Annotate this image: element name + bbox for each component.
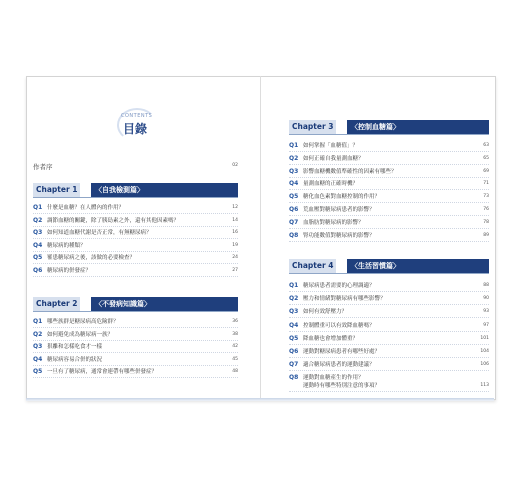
question-title-line2: 運動時有哪些特別注意的事項？ [303, 383, 381, 390]
toc-entry[interactable] [289, 231, 489, 242]
question-title: 荒血壓對糖尿病患者的影響？ [303, 207, 375, 213]
toc-entry[interactable] [289, 373, 489, 392]
question-title: 血脂肪對糖尿病的影響？ [303, 219, 364, 226]
page-number: 16 [232, 230, 238, 235]
page-number: 76 [483, 207, 489, 212]
question-title: 壓力和情緒對糖尿病有哪些影響？ [303, 296, 386, 303]
toc-entry[interactable] [289, 307, 489, 318]
question-number: Q8 [289, 374, 299, 382]
page-number: 38 [232, 331, 238, 337]
question-title: 適合糖尿病患者的運動建議？ [303, 362, 375, 369]
page-number: 71 [483, 181, 489, 187]
question-title: 糖化血色素對血糖控制的作用？ [303, 194, 381, 201]
page-number: 69 [483, 168, 489, 174]
question-title: 如何有效舒壓力？ [303, 309, 348, 316]
question-number: Q5 [33, 368, 43, 375]
toc-entry[interactable] [33, 330, 238, 341]
toc-entry[interactable] [289, 192, 489, 203]
question-title: 糖尿病的種類？ [47, 242, 86, 249]
question-number: Q1 [33, 204, 43, 211]
toc-entry[interactable] [289, 141, 489, 152]
toc-entry[interactable] [289, 218, 489, 229]
chapter-label: Chapter 2 [33, 297, 80, 311]
question-title: 運動對糖尿病患者有哪些好處？ [303, 349, 381, 355]
question-number: Q5 [33, 254, 43, 261]
page-number: 42 [232, 344, 238, 349]
page-number: 113 [480, 383, 489, 389]
question-title: 腎功能數值對糖尿病的影響？ [303, 232, 375, 239]
page-number: 78 [483, 219, 489, 225]
page-number: 89 [483, 232, 489, 238]
preface-label: 作者序 [33, 163, 53, 171]
question-number: Q4 [289, 321, 299, 329]
question-number: Q1 [289, 282, 299, 289]
question-number: Q2 [289, 154, 299, 162]
question-title: 如何掌握「血糖值」？ [303, 143, 359, 149]
question-number: Q3 [289, 167, 299, 175]
toc-entry[interactable] [289, 347, 489, 358]
question-title: 如何避免成為糖尿病一族？ [47, 331, 114, 338]
toc-entry[interactable] [33, 342, 238, 353]
question-number: Q6 [289, 348, 299, 355]
toc-entry[interactable] [289, 334, 489, 345]
question-title: 糖尿病容易合併的狀況 [47, 356, 103, 363]
question-number: Q7 [289, 218, 299, 226]
toc-entry[interactable] [33, 203, 238, 214]
page-number: 65 [483, 155, 489, 161]
toc-entry[interactable] [33, 228, 238, 239]
toc-entry[interactable] [289, 179, 489, 190]
page-number: 90 [483, 296, 489, 302]
question-number: Q2 [33, 216, 43, 224]
question-title: 降血糖也會增加體重？ [303, 335, 359, 342]
page-number: 63 [483, 143, 489, 148]
toc-entry[interactable] [33, 253, 238, 264]
page-number: 106 [480, 362, 489, 368]
question-number: Q2 [33, 330, 43, 338]
question-title: 量測血糖的正確時機？ [303, 181, 359, 188]
question-title: 罹患糖尿病之後，該做的必要檢查？ [47, 255, 136, 261]
question-number: Q3 [33, 343, 43, 350]
question-number: Q3 [33, 229, 43, 236]
page-number: 73 [483, 194, 489, 200]
chapter-title: 〈不發病知識篇〉 [91, 297, 238, 311]
chapter-header-4 [289, 259, 489, 274]
page-number: 12 [232, 205, 238, 210]
chapter-title: 〈生活習慣篇〉 [347, 259, 489, 273]
page-number: 14 [232, 217, 238, 223]
question-number: Q1 [289, 142, 299, 149]
question-title: 控制體重可以有效降血糖嗎？ [303, 322, 375, 329]
page-number: 101 [480, 335, 489, 341]
preface-entry[interactable] [33, 162, 238, 174]
toc-entry[interactable] [289, 281, 489, 292]
question-number: Q2 [289, 295, 299, 303]
chapter-header-3 [289, 120, 489, 135]
question-number: Q4 [33, 355, 43, 363]
question-title: 調節血糖的關鍵，除了胰島素之外，還有其他因素嗎？ [47, 217, 180, 224]
page-number: 104 [480, 349, 489, 354]
toc-entry[interactable] [289, 294, 489, 305]
page-number: 88 [483, 283, 489, 288]
toc-entry[interactable] [33, 317, 238, 328]
page-number: 24 [232, 255, 238, 260]
question-number: Q3 [289, 308, 299, 316]
question-title: 運動對血糖產生的作用？ [303, 375, 364, 382]
toc-entry[interactable] [33, 367, 238, 378]
question-number: Q5 [289, 193, 299, 201]
page-number: 45 [232, 356, 238, 362]
question-title: 影響血糖機數值準確性的因素有哪些？ [303, 168, 397, 175]
toc-entry[interactable] [289, 321, 489, 332]
toc-entry[interactable] [33, 355, 238, 366]
question-number: Q8 [289, 231, 299, 239]
page-number: 93 [483, 309, 489, 315]
question-number: Q4 [33, 241, 43, 249]
page-number: 27 [232, 267, 238, 273]
book-gutter [260, 76, 261, 398]
logo-subtitle: CONTENTS [121, 113, 153, 119]
chapter-label: Chapter 1 [33, 183, 80, 197]
chapter-title: 〈自我檢測篇〉 [91, 183, 238, 197]
question-number: Q5 [289, 334, 299, 342]
question-number: Q6 [289, 206, 299, 213]
question-title: 糖尿病患者需要的心理調適？ [303, 283, 375, 289]
question-title: 如何知道血糖代謝是否正常，有無糖尿病？ [47, 230, 152, 236]
chapter-header-1 [33, 183, 238, 198]
question-title: 糖尿病的併發症？ [47, 267, 92, 274]
toc-entry[interactable] [289, 167, 489, 178]
page-number: 97 [483, 322, 489, 328]
toc-entry[interactable] [33, 216, 238, 227]
question-number: Q7 [289, 361, 299, 369]
logo-title: 目錄 [123, 122, 148, 136]
page-number: 36 [232, 319, 238, 324]
chapter-header-2 [33, 297, 238, 312]
contents-logo [117, 108, 157, 138]
chapter-label: Chapter 4 [289, 259, 336, 273]
question-title: 狠離和怎樣吃食才一樣 [47, 344, 103, 350]
toc-entry[interactable] [33, 241, 238, 252]
page-number: 48 [232, 369, 238, 374]
page-number: 19 [232, 242, 238, 248]
question-title: 一旦有了糖尿病，通常會連帶有哪些併發症？ [47, 369, 158, 375]
chapter-title: 〈控制血糖篇〉 [347, 120, 489, 134]
question-title: 哪些族群是糖尿病高危險群？ [47, 319, 119, 325]
page-edge [26, 398, 494, 401]
toc-entry[interactable] [33, 266, 238, 277]
question-number: Q4 [289, 180, 299, 188]
question-title: 如何正確自我量測血糖？ [303, 155, 364, 162]
preface-page: 02 [232, 163, 238, 168]
question-title: 什麼是血糖？在人體內的作用？ [47, 205, 125, 211]
chapter-label: Chapter 3 [289, 120, 336, 134]
toc-entry[interactable] [289, 154, 489, 165]
toc-entry[interactable] [289, 205, 489, 216]
question-number: Q1 [33, 318, 43, 325]
toc-entry[interactable] [289, 360, 489, 371]
question-number: Q6 [33, 266, 43, 274]
